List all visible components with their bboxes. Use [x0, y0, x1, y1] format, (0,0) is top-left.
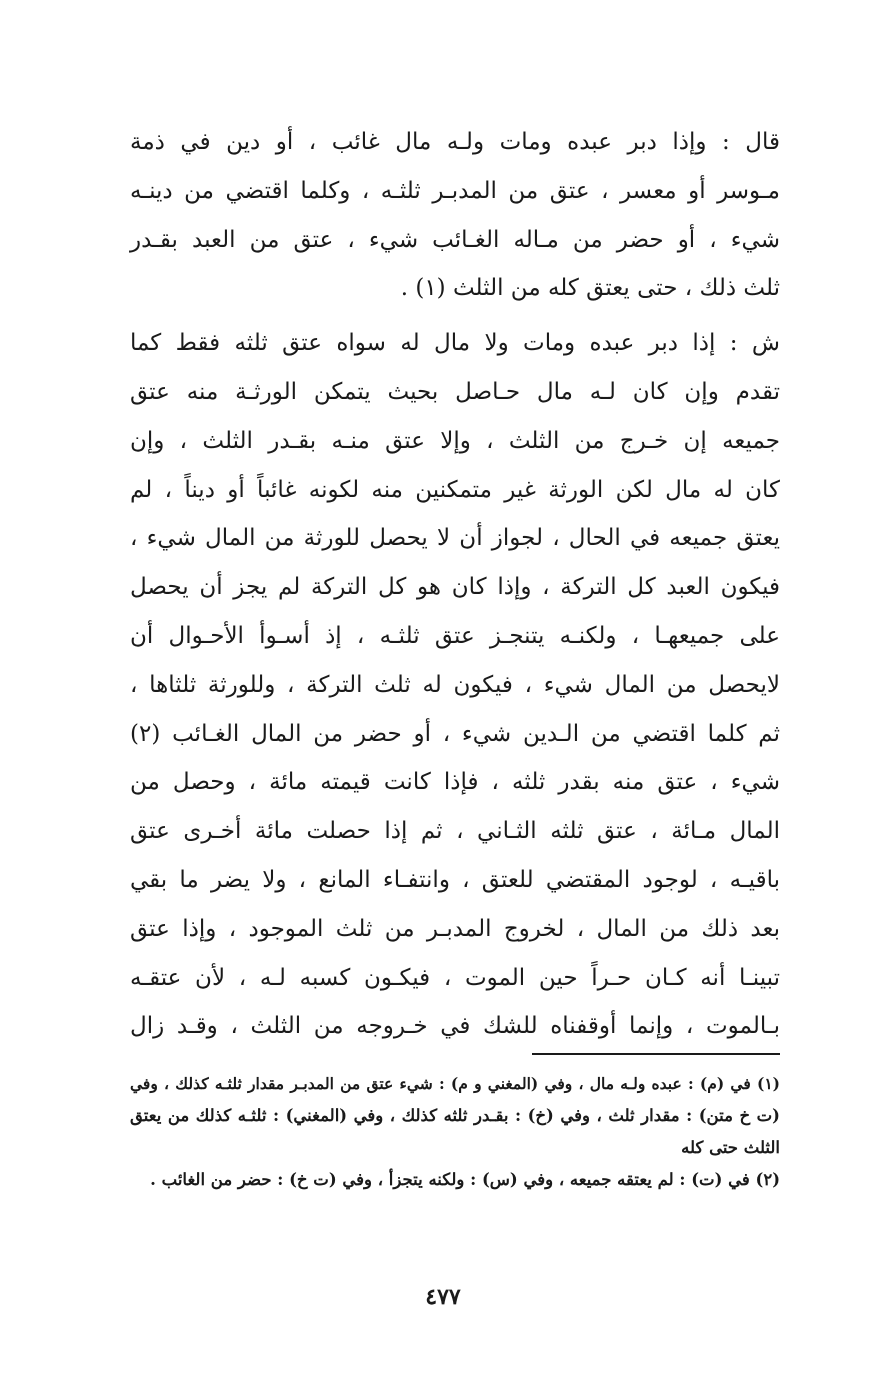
text-line: بـالموت ، وإنما أوقفناه للشك في خـروجه من الثلث ، وقـد زال: [130, 1013, 780, 1040]
footnote-line: الثلث حتى كله: [681, 1138, 780, 1157]
page-number: ٤٧٧: [425, 1284, 461, 1310]
footnote-separator: [532, 1053, 780, 1055]
text-line: المال مـائة ، عتق ثلثه الثـاني ، ثم إذا حصلت مائة أخـرى عتق: [130, 818, 780, 845]
footnote-line: (١) في (م) : عبده ولـه مال ، وفي (المغني و م) : شيء عتق من المدبـر مقدار ثلثـه كذلك ، وفي: [130, 1074, 780, 1093]
text-line: ش : إذا دبر عبده ومات ولا مال له سواه عتق ثلثه فقط كما: [130, 330, 780, 357]
text-line: ثم كلما اقتضي من الـدين شيء ، أو حضر من المال الغـائب (٢): [130, 720, 780, 747]
text-line: شيء ، أو حضر من مـاله الغـائب شيء ، عتق من العبد بقـدر: [130, 226, 780, 253]
text-line: تقدم وإن كان لـه مال حـاصل بحيث يتمكن الورثـة منه عتق: [130, 378, 780, 405]
footnote-line: (٢) في (ت) : لم يعتقه جميعه ، وفي (س) : ولكنه يتجزأ ، وفي (ت خ) : حضر من الغائب .: [150, 1170, 780, 1189]
main-text: [130, 118, 780, 1051]
text-line: تبينـا أنه كـان حـراً حين الموت ، فيكـون كسبه لـه ، لأن عتقـه: [130, 964, 780, 991]
text-line: ثلث ذلك ، حتى يعتق كله من الثلث (١) .: [400, 275, 780, 302]
text-line: بعد ذلك من المال ، لخروج المدبـر من ثلث الموجود ، وإذا عتق: [130, 915, 780, 942]
text-line: قال : وإذا دبر عبده ومات ولـه مال غائب ، أو دين في ذمة: [130, 129, 780, 155]
text-line: على جميعهـا ، ولكنـه يتنجـز عتق ثلثـه ، إذ أسـوأ الأحـوال أن: [130, 622, 780, 649]
paragraph-2: [130, 319, 780, 1051]
footnote-2: [130, 1164, 780, 1196]
footnote-line: (ت خ متن) : مقدار ثلث ، وفي (خ) : بقـدر ثلثه كذلك ، وفي (المغني) : ثلثـه كذلك من يعتق: [130, 1106, 780, 1125]
text-line: يعتق جميعه في الحال ، لجواز أن لا يحصل للورثة من المال شيء ،: [130, 525, 780, 552]
paragraph-1: [130, 118, 780, 313]
text-line: لايحصل من المال شيء ، فيكون له ثلث التركة ، وللورثة ثلثاها ،: [130, 671, 780, 698]
text-line: فيكون العبد كل التركة ، وإذا كان هو كل التركة لم يجز أن يحصل: [130, 574, 780, 601]
footnote-1: [130, 1068, 780, 1164]
text-line: مـوسر أو معسر ، عتق من المدبـر ثلثـه ، وكلما اقتضي من دينـه: [130, 177, 780, 204]
text-line: جميعه إن خـرج من الثلث ، وإلا عتق منـه بقـدر الثلث ، وإن: [130, 427, 780, 454]
text-line: كان له مال لكن الورثة غير متمكنين منه لكونه غائباً أو ديناً ، لم: [130, 476, 780, 503]
text-line: شيء ، عتق منه بقدر ثلثه ، فإذا كانت قيمته مائة ، وحصل من: [130, 769, 780, 796]
text-line: باقيـه ، لوجود المقتضي للعتق ، وانتفـاء المانع ، ولا يضر ما بقي: [130, 866, 780, 893]
footnotes: [130, 1068, 780, 1196]
